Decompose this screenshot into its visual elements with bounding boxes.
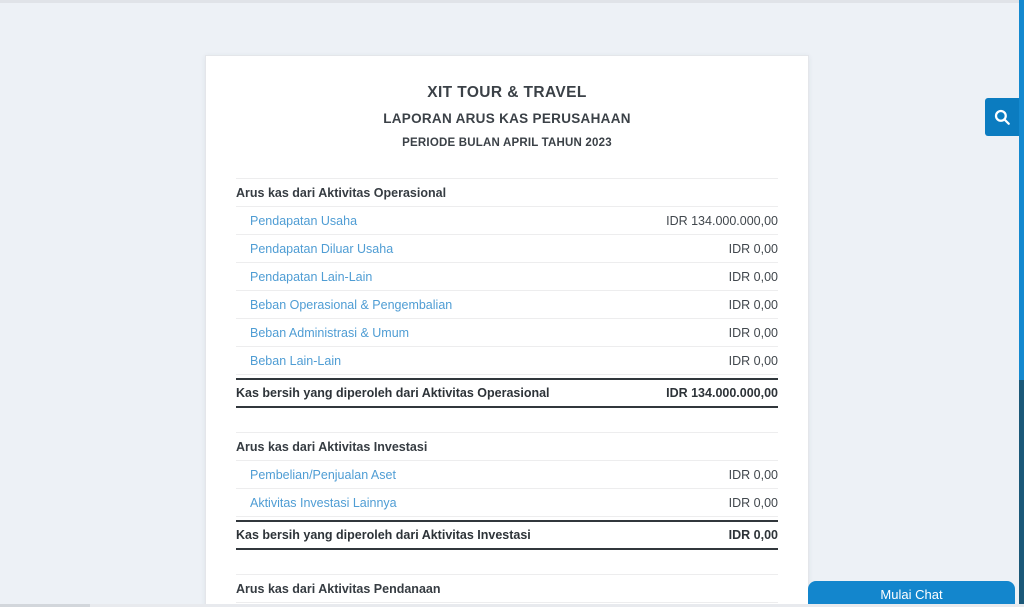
total-label: Kas bersih yang diperoleh dari Aktivitas Investasi xyxy=(236,528,531,542)
section-gap xyxy=(236,408,778,432)
row-link-aktivitas-investasi-lainnya[interactable]: Aktivitas Investasi Lainnya xyxy=(250,495,397,510)
row-value: IDR 0,00 xyxy=(728,269,778,284)
company-name: XIT TOUR & TRAVEL xyxy=(427,84,587,101)
row-value: IDR 0,00 xyxy=(728,297,778,312)
table-row xyxy=(236,291,778,319)
table-row xyxy=(236,207,778,235)
section-header: Arus kas dari Aktivitas Investasi xyxy=(236,432,778,461)
row-link-beban-administrasi[interactable]: Beban Administrasi & Umum xyxy=(250,325,410,340)
row-value: IDR 134.000.000,00 xyxy=(666,213,778,228)
vertical-scrollbar-thumb[interactable] xyxy=(1019,0,1024,380)
section-gap xyxy=(236,550,778,574)
top-edge-strip xyxy=(0,0,1024,3)
start-chat-button[interactable]: Mulai Chat xyxy=(808,581,1015,607)
report-title: LAPORAN ARUS KAS PERUSAHAAN xyxy=(383,111,631,126)
table-row xyxy=(236,263,778,291)
table-row xyxy=(236,235,778,263)
total-value: IDR 0,00 xyxy=(728,528,778,542)
row-link-beban-lain-lain[interactable]: Beban Lain-Lain xyxy=(250,353,342,368)
search-button[interactable] xyxy=(985,98,1019,136)
table-row xyxy=(236,461,778,489)
section-pendanaan xyxy=(236,574,778,603)
row-link-pembelian-penjualan-aset[interactable]: Pembelian/Penjualan Aset xyxy=(250,467,396,482)
row-link-pendapatan-usaha[interactable]: Pendapatan Usaha xyxy=(250,213,358,228)
row-value: IDR 0,00 xyxy=(728,241,778,256)
vertical-scrollbar[interactable] xyxy=(1019,0,1024,607)
row-link-beban-operasional[interactable]: Beban Operasional & Pengembalian xyxy=(250,297,453,312)
report-period: PERIODE BULAN APRIL TAHUN 2023 xyxy=(402,137,612,149)
cash-flow-report-card xyxy=(205,55,809,607)
row-link-pendapatan-lain-lain[interactable]: Pendapatan Lain-Lain xyxy=(250,269,373,284)
row-value: IDR 0,00 xyxy=(728,467,778,482)
report-body xyxy=(236,178,778,603)
table-row xyxy=(236,347,778,375)
section-header: Arus kas dari Aktivitas Pendanaan xyxy=(236,574,778,603)
row-value: IDR 0,00 xyxy=(728,325,778,340)
row-link-pendapatan-diluar-usaha[interactable]: Pendapatan Diluar Usaha xyxy=(250,241,394,256)
total-label: Kas bersih yang diperoleh dari Aktivitas Operasional xyxy=(236,386,550,400)
section-header: Arus kas dari Aktivitas Operasional xyxy=(236,178,778,207)
section-operasional xyxy=(236,178,778,408)
report-title-block xyxy=(236,84,778,151)
total-row-investasi xyxy=(236,520,778,550)
total-row-operasional xyxy=(236,378,778,408)
table-row xyxy=(236,489,778,517)
table-row xyxy=(236,319,778,347)
search-icon xyxy=(993,108,1011,126)
row-value: IDR 0,00 xyxy=(728,495,778,510)
row-value: IDR 0,00 xyxy=(728,353,778,368)
total-value: IDR 134.000.000,00 xyxy=(666,386,778,400)
section-investasi xyxy=(236,432,778,550)
